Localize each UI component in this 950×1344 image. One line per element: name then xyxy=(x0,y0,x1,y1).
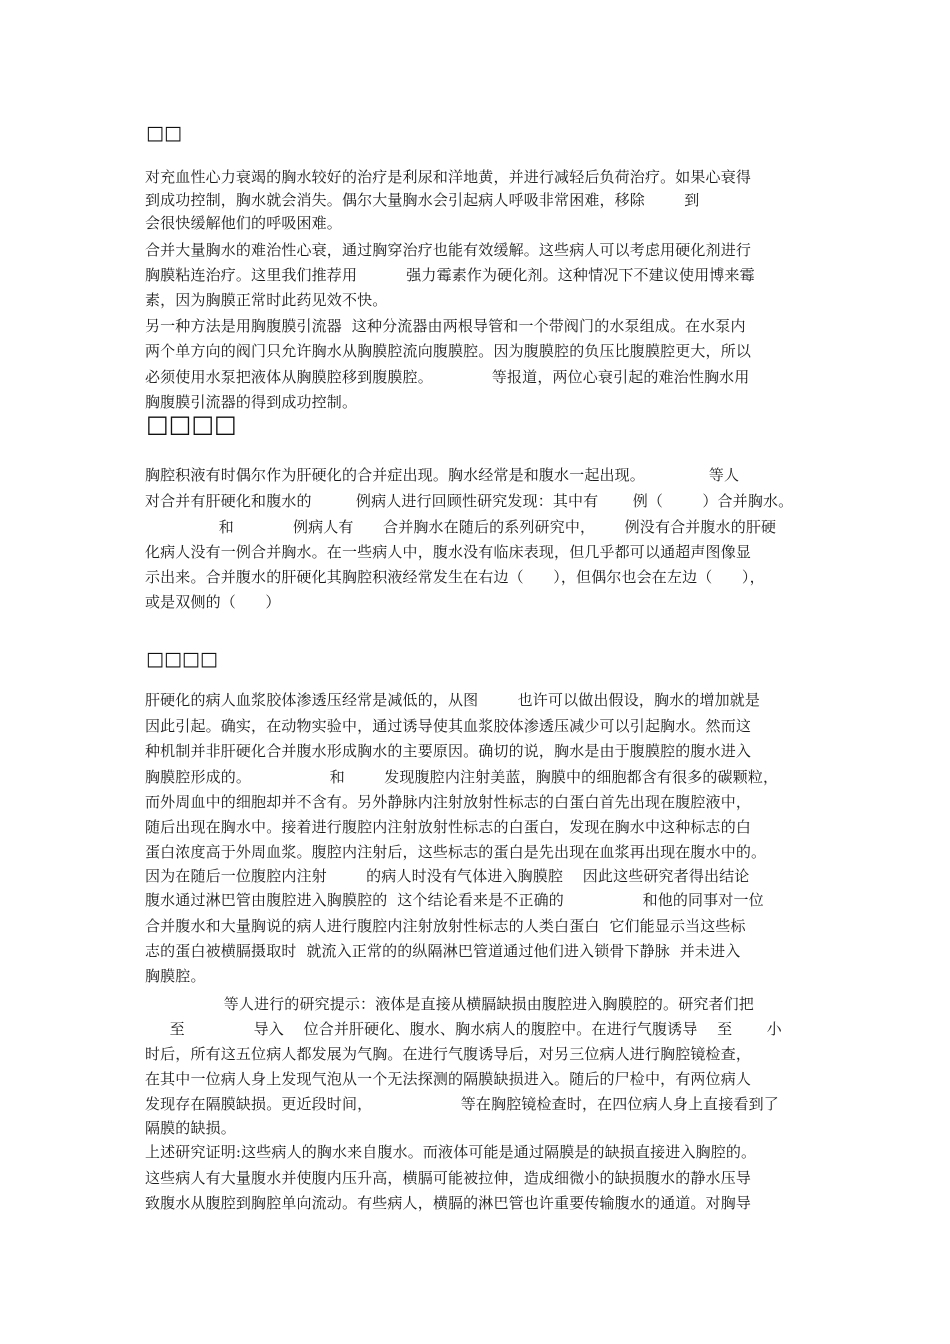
paragraph-line: 胸膜粘连治疗。这里我们推荐用 强力霉素作为硬化剂。这种情况下不建议使用博来霉 xyxy=(145,266,755,284)
paragraph-line: 对合并有肝硬化和腹水的 例病人进行回顾性研究发现：其中有 例（ ）合并胸水。 xyxy=(145,492,794,510)
paragraph-line: 志的蛋白被横膈摄取时 就流入正常的的纵隔淋巴管道通过他们进入锁骨下静脉 并未进入 xyxy=(145,942,741,960)
paragraph-line: 另一种方法是用胸腹膜引流器 这种分流器由两根导管和一个带阀门的水泵组成。在水泵内 xyxy=(145,317,746,335)
paragraph-line: 随后出现在胸水中。接着进行腹腔内注射放射性标志的白蛋白，发现在胸水中这种标志的白 xyxy=(145,818,752,836)
paragraph-line: 合并大量胸水的难治性心衰，通过胸穿治疗也能有效缓解。这些病人可以考虑用硬化剂进行 xyxy=(145,241,752,259)
paragraph-line: 这些病人有大量腹水并使腹内压升高，横膈可能被拉伸，造成细微小的缺损腹水的静水压导 xyxy=(145,1169,752,1187)
paragraph-line: 发现存在隔膜缺损。更近段时间， 等在胸腔镜检查时，在四位病人身上直接看到了 xyxy=(145,1095,779,1113)
paragraph-line: 胸腔积液有时偶尔作为肝硬化的合并症出现。胸水经常是和腹水一起出现。 等人 xyxy=(145,466,740,484)
paragraph-line: 胸膜腔形成的。 和 发现腹腔内注射美蓝，胸膜中的细胞都含有很多的碳颗粒， xyxy=(145,768,779,786)
paragraph-line: 或是双侧的（ ） xyxy=(145,593,281,611)
paragraph-line: 和 例病人有 合并胸水在随后的系列研究中， 例没有合并腹水的肝硬 xyxy=(145,518,777,536)
paragraph-line: 隔膜的缺损。 xyxy=(145,1119,236,1137)
paragraph-line: 会很快缓解他们的呼吸困难。 xyxy=(145,214,342,232)
paragraph-line: 素，因为胸膜正常时此药见效不快。 xyxy=(145,291,388,309)
paragraph-line: 必须使用水泵把液体从胸膜腔移到腹膜腔。 等报道，两位心衰引起的难治性胸水用 xyxy=(145,368,750,386)
paragraph-line: 肝硬化的病人血浆胶体渗透压经常是减低的，从图 也许可以做出假设，胸水的增加就是 xyxy=(145,691,761,709)
paragraph-line: 时后，所有这五位病人都发展为气胸。在进行气腹诱导后，对另三位病人进行胸腔镜检查， xyxy=(145,1045,752,1063)
paragraph-line: 等人进行的研究提示：液体是直接从横膈缺损由腹腔进入胸膜腔的。研究者们把 xyxy=(145,995,754,1013)
paragraph-line: 致腹水从腹腔到胸腔单向流动。有些病人，横膈的淋巴管也许重要传输腹水的通道。对胸导 xyxy=(145,1194,752,1212)
section-heading-3: □□□□ xyxy=(146,648,218,670)
paragraph-line: 示出来。合并腹水的肝硬化其胸腔积液经常发生在右边（ ），但偶尔也会在左边（ ）， xyxy=(145,568,765,586)
paragraph-line: 合并腹水和大量胸说的病人进行腹腔内注射放射性标志的人类白蛋白 它们能显示当这些标 xyxy=(145,917,746,935)
paragraph-line: 因此引起。确实，在动物实验中，通过诱导使其血浆胶体渗透压减少可以引起胸水。然而这 xyxy=(145,717,752,735)
paragraph-line: 上述研究证明:这些病人的胸水来自腹水。而液体可能是通过隔膜是的缺损直接进入胸腔的。 xyxy=(145,1143,757,1161)
paragraph-line: 因为在随后一位腹腔内注射 的病人时没有气体进入胸膜腔 因此这些研究者得出结论 xyxy=(145,867,750,885)
paragraph-line: 至 导入 位合并肝硬化、腹水、胸水病人的腹腔中。在进行气腹诱导 至 小 xyxy=(145,1020,782,1038)
paragraph-line: 种机制并非肝硬化合并腹水形成胸水的主要原因。确切的说，胸水是由于腹膜腔的腹水进入 xyxy=(145,742,752,760)
paragraph-line: 蛋白浓度高于外周血浆。腹腔内注射后，这些标志的蛋白是先出现在血浆再出现在腹水中的。 xyxy=(145,843,767,861)
paragraph-line: 胸膜腔。 xyxy=(145,967,206,985)
paragraph-line: 腹水通过淋巴管由腹腔进入胸膜腔的 这个结论看来是不正确的 和他的同事对一位 xyxy=(145,891,764,909)
paragraph-line: 在其中一位病人身上发现气泡从一个无法探测的隔膜缺损进入。随后的尸检中，有两位病人 xyxy=(145,1070,752,1088)
paragraph-line: 而外周血中的细胞却并不含有。另外静脉内注射放射性标志的白蛋白首先出现在腹腔液中， xyxy=(145,793,752,811)
section-heading-1: □□ xyxy=(146,122,182,144)
paragraph-line: 对充血性心力衰竭的胸水较好的治疗是利尿和洋地黄，并进行减轻后负荷治疗。如果心衰得 xyxy=(145,168,752,186)
paragraph-line: 两个单方向的阀门只允许胸水从胸膜腔流向腹膜腔。因为腹膜腔的负压比腹膜腔更大，所以 xyxy=(145,342,752,360)
paragraph-line: 到成功控制，胸水就会消失。偶尔大量胸水会引起病人呼吸非常困难，移除 到 xyxy=(145,191,700,209)
section-heading-2: □□□□ xyxy=(146,410,237,438)
paragraph-line: 化病人没有一例合并胸水。在一些病人中，腹水没有临床表现，但几乎都可以通超声图像显 xyxy=(145,543,752,561)
paragraph-line: 胸腹膜引流器的得到成功控制。 xyxy=(145,393,358,411)
